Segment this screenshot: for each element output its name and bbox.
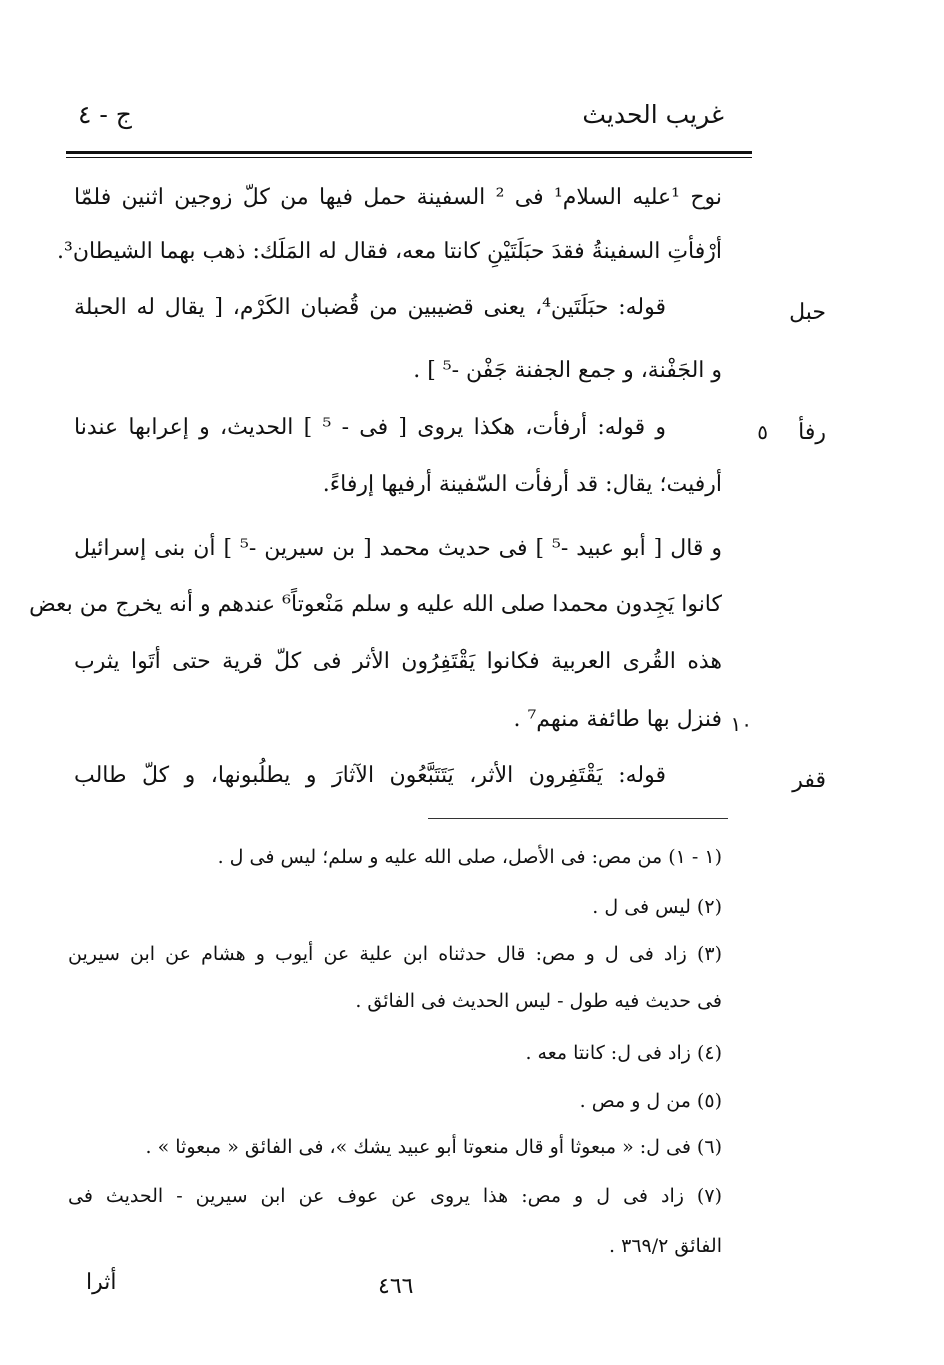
footnote-6: (٦) فى ل: « مبعوثا أو قال منعوتا أبو عبيد يشك »، فى الفائق « مبعوثا » . bbox=[145, 1136, 722, 1158]
running-title: غريب الحديث bbox=[582, 100, 724, 129]
catchword: أثرا bbox=[86, 1270, 117, 1295]
footnote-5: (٥) من ل و مص . bbox=[579, 1090, 722, 1112]
footnote-3-continued: فى حديث فيه طول - ليس الحديث فى الفائق . bbox=[355, 990, 722, 1012]
footnote-1: (١ - ١) من مص: فى الأصل، صلى الله عليه و سلم؛ ليس فى ل . bbox=[217, 846, 722, 868]
body-line-5: و قوله: أرفأت، هكذا يروى [ فى - ⁵ ] الحديث، و إعرابها عندنا bbox=[74, 415, 667, 440]
body-line-11: قوله: يَقْتَفِرون الأثر، يَتَتَبَّعُون الآثارَ و يطلُبونها، و كلّ طالب bbox=[74, 763, 666, 788]
margin-keyword-qafar: قفر bbox=[792, 768, 826, 793]
body-line-8: كانوا يَجِدون محمدا صلى الله عليه و سلم مَنْعوتاً⁶ عندهم و أنه يخرج من بعض bbox=[29, 592, 722, 617]
body-line-9: هذه القُرى العربية فكانوا يَقْتَفِرُون الأثر فى كلّ قرية حتى أتَوا يثرب bbox=[74, 649, 722, 674]
footnote-4: (٤) زاد فى ل: كانتا معه . bbox=[525, 1042, 722, 1064]
margin-keyword-habl: حبل bbox=[789, 300, 826, 325]
body-line-10: فنزل بها طائفة منهم⁷ . bbox=[513, 707, 722, 732]
body-line-6: أرفيت؛ يقال: قد أرفأت السّفينة أرفيها إرفاءً. bbox=[322, 472, 722, 497]
body-line-1: نوح ¹عليه السلام¹ فى ² السفينة حمل فيها من كلّ زوجين اثنين فلمّا bbox=[74, 185, 723, 210]
margin-keyword-rafa: رفأ bbox=[798, 420, 826, 445]
line-number-5: ٥ bbox=[757, 420, 768, 444]
footnote-7-continued: الفائق ٣٦٩/٢ . bbox=[609, 1235, 722, 1257]
footnote-7: (٧) زاد فى ل و مص: هذا يروى عن عوف عن ابن سيرين - الحديث فى bbox=[68, 1185, 722, 1207]
footnote-rule bbox=[428, 818, 728, 819]
header-rule-thick bbox=[66, 151, 752, 154]
body-line-3: قوله: حبَلَتَين⁴، يعنى قضيبين من قُضبان الكَرْم، [ يقال له الحبلة bbox=[74, 295, 666, 320]
body-line-4: و الجَفْنة، و جمع الجفنة جَفْن -⁵ ] . bbox=[413, 358, 722, 383]
body-line-2: أرْفأتِ السفينةُ فقدَ حبَلَتَيْنِ كانتا معه، فقال له المَلَك: ذهب بهما الشيطان³. bbox=[56, 239, 722, 264]
line-number-10: ١٠ bbox=[730, 712, 752, 736]
footnote-2: (٢) ليس فى ل . bbox=[592, 896, 722, 918]
header-rule-thin bbox=[66, 157, 752, 158]
body-line-7: و قال [ أبو عبيد -⁵ ] فى حديث محمد [ بن سيرين -⁵ ] أن بنى إسرائيل bbox=[74, 536, 722, 561]
volume-label: ج - ٤ bbox=[78, 100, 132, 129]
page-number: ٤٦٦ bbox=[378, 1274, 414, 1299]
footnote-3: (٣) زاد فى ل و مص: قال حدثناه ابن علية عن أيوب و هشام عن ابن سيرين bbox=[68, 943, 722, 965]
